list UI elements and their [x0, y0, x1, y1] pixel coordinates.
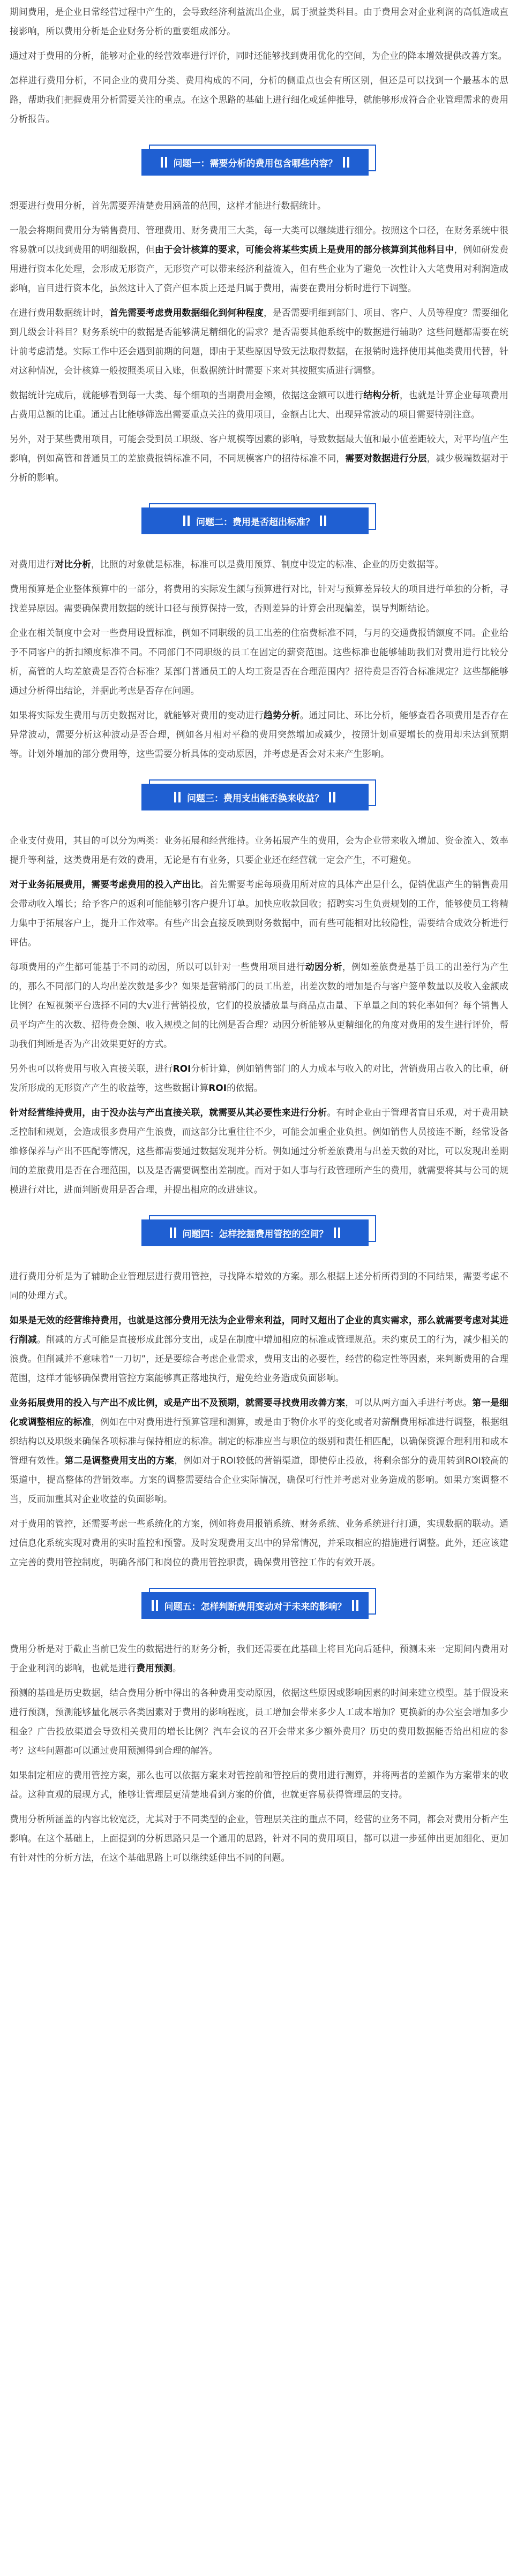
bar-decoration-icon — [356, 1600, 358, 1611]
text-run: ，例如研发费用进行资本化处理，会形成无形资产，无形资产可以带来经济利益流入，但有些企业为了避免一次性计入大笔费用对利润造成影响，盲目进行资本化，虽然这计入了资产但本质上还是归属于费用，需要在费用分析时进行下调整。 — [10, 244, 508, 293]
s3-paragraph-2 — [10, 875, 508, 952]
bold-text-run: 对于业务拓展费用， — [10, 879, 92, 890]
section-heading-2 — [10, 507, 508, 536]
bold-text-run: 动因分析 — [305, 961, 342, 972]
s5-paragraph-4: 费用分析所涵盖的内容比较宽泛，尤其对于不同类型的企业，管理层关注的重点不同，经营的业务不同，都会对费用分析产生影响。在这个基础上，上面提到的分析思路只是一个通用的思路，针对不同的费用项目，都可以进一步延伸出更加细化、更加有针对性的分析方法，在这个基础思路上可以继续延伸出不同的问题。 — [10, 1814, 508, 1863]
text-run: 分析计算，例如销售部门的人力成本与收入的对比，营销费用占收入的比重，研发所形成的无形资产产生的收益等，这些数据计算 — [10, 1063, 508, 1093]
bold-text-run: 费用预测 — [136, 1663, 173, 1673]
s2-paragraph-1 — [10, 555, 508, 574]
s3-paragraph-4 — [10, 1059, 508, 1097]
s4-paragraph-4: 对于费用的管控，还需要考虑一些系统化的方案，例如将费用报销系统、财务系统、业务系统进行打通，实现数据的联动。通过信息化系统实现对费用的实时监控和预警。及时发现费用支出中的异常情况，并采取相应的措施进行调整。此外，还应该建立完善的费用管控制度，明确各部门和岗位的费用管控职责，确保费用管控工作的有效开展。 — [10, 1518, 508, 1567]
heading-text: 问题四：怎样挖掘费用管控的空间？ — [182, 1229, 328, 1240]
s4-paragraph-3 — [10, 1393, 508, 1509]
s2-paragraph-3: 企业在相关制度中会对一些费用设置标准，例如不同职级的员工出差的住宿费标准不同，与月的交通费报销额度不同。企业给予不同客户的折扣额度标准不同。不同部门不同职级的员工在固定的薪资范围。这些标准也能够辅助我们对费用进行比较分析，高管的人均差旅费是否符合标准？某部门普通员工的人均工资是否在合理范围内？招待费是否符合标准规定？这些都能够通过分析得出结论，并据此考虑是否存在问题。 — [10, 627, 508, 696]
bold-text-run: 对比分析 — [55, 559, 91, 570]
heading-text: 问题二：费用是否超出标准？ — [196, 517, 314, 528]
s1-paragraph-3 — [10, 303, 508, 380]
s3-paragraph-1: 企业支付费用，其目的可以分为两类：业务拓展和经营维持。业务拓展产生的费用，会为企业带来收入增加、资金流入、效率提升等利益，这类费用是有效的费用，无论是有有业务，只要企业还在经营就一定会产生，不可避免。 — [10, 835, 508, 865]
bar-decoration-icon — [334, 1228, 336, 1238]
bar-decoration-icon — [343, 157, 345, 168]
text-run: 如果将实际发生费用与历史数据对比，就能够对费用的变动进行 — [10, 710, 264, 721]
bold-text-run: 针对经营维持费用， — [10, 1107, 92, 1118]
section-heading-4 — [10, 1219, 508, 1248]
text-run: 。 — [172, 1663, 182, 1673]
banner-fill — [141, 1592, 369, 1619]
banner-fill — [141, 149, 369, 176]
text-run: 。削减的方式可能是直接形成此部分支出，或是在制度中增加相应的标准或管理规范。未约束员工的行为，减少相关的浪费。但削减并不意味着“一刀切”，还是要综合考虑企业需求，费用支出的必要性，经营的稳定性等因素，来判断费用的合理范围，这样才能够确保费用管控方案能够真正落地执行，避免给业务造成负面影响。 — [10, 1334, 508, 1383]
heading-banner — [141, 784, 377, 813]
s2-paragraph-2: 费用预算是企业整体预算中的一部分，将费用的实际发生额与预算进行对比，针对与预算差异较大的项目进行单独的分析，寻找差异原因。需要确保费用数据的统计口径与预算保持一致，否则差异的计算会出现偏差，误导判断结论。 — [10, 584, 508, 613]
banner-fill — [141, 507, 369, 534]
text-run: 一般会将期间费用分为销售费用、管理费用、财务费用三大类，每一大类可以继续进行细分。按照这个口径，在财务系统中很容易就可以找到费用的明细数据，但 — [10, 225, 508, 255]
intro-paragraph-1: 期间费用，是企业日常经营过程中产生的，会导致经济利益流出企业，属于损益类科目。由于费用会对企业利润的高低造成直接影响，所以费用分析是企业财务分析的重要组成部分。 — [10, 6, 508, 36]
s4-paragraph-2 — [10, 1310, 508, 1388]
bar-decoration-icon — [188, 516, 190, 526]
bold-text-run: 由于没办法与产出直接关联，就需要从其必要性来进行分析 — [91, 1107, 327, 1118]
text-run: 另外，对于某些费用项目，可能会受到员工职级、客户规模等因素的影响，导致数据最大值和最小值差距较大，对平均值产生影响，例如高管和普通员工的差旅费报销标准不同，不同规模客户的招待标准不同， — [10, 434, 508, 464]
bold-text-run: ROI — [173, 1063, 191, 1074]
bar-decoration-icon — [174, 792, 176, 802]
intro-paragraph-3: 怎样进行费用分析，不同企业的费用分类、费用构成的不同，分析的侧重点也会有所区别，但还是可以找到一个最基本的思路，帮助我们把握费用分析需要关注的重点。在这个思路的基础上进行细化或延伸推导，就能够形成符合企业管理需求的费用分析报告。 — [10, 75, 508, 124]
text-run: 对费用进行 — [10, 559, 55, 570]
bar-decoration-icon — [165, 157, 167, 168]
bold-text-run: 业务拓展费用的投入与产出不成比例，或是产出不及预期，就需要寻找费用改善方案 — [10, 1397, 346, 1408]
text-run: ，减少极端数据对于分析的影响。 — [10, 453, 509, 483]
text-run: 费用分析是对于截止当前已发生的数据进行的财务分析，我们还需要在此基础上将目光向后延伸，预测未来一定期间内费用对于企业利润的影响，也就是进行 — [10, 1643, 508, 1673]
bar-decoration-icon — [152, 1600, 154, 1611]
text-run: 。有时企业由于管理者盲目乐观，对于费用缺乏控制和规划，会造成很多费用产生浪费，而这部分比重往往不少，可能会加重企业负担。例如销售人员接连不断，经常设备维修保养与产出不匹配等情况，这些都需要通过数据发现并分析。例如通过分析差旅费用与出差天数的对比，可以发现出差期间的差旅费用是否在合理范围，以及是否需要调整出差制度。而对于如人事与行政管理所产生的费用，就需要将其与公司的规模进行对比，进而判断费用是否合理，并提出相应的改进建议。 — [10, 1107, 508, 1195]
heading-banner — [141, 1219, 377, 1248]
section-heading-3 — [10, 784, 508, 813]
heading-banner — [141, 149, 377, 178]
s1-paragraph-2 — [10, 221, 508, 298]
intro-paragraph-2: 通过对于费用的分析，能够对企业的经营效率进行评价，同时还能够找到费用优化的空间，为企业的降本增效提供改善方案。 — [10, 50, 507, 61]
heading-banner — [141, 507, 377, 536]
bold-text-run: 需要对数据进行分层 — [345, 453, 427, 464]
bar-decoration-icon — [347, 157, 349, 168]
text-run: 在进行费用数据统计时， — [10, 307, 110, 318]
text-run: 数据统计完成后，就能够看到每一大类、每个细项的当期费用金额，依据这金额可以进行 — [10, 390, 364, 400]
text-run: 另外也可以将费用与收入直接关联，进行 — [10, 1063, 173, 1074]
bar-decoration-icon — [352, 1600, 354, 1611]
text-run: 的依据。 — [227, 1082, 263, 1093]
heading-banner — [141, 1592, 377, 1621]
text-run: 。首先需要考虑每项费用所对应的具体产出是什么，促销优惠产生的销售费用会带动收入增长；给予客户的返利可能能够引客户提升订单。加快应收款回收；招聘实习生负责规划的工作，能够使员工将精力集中于拓展客户上，提升工作效率。有些产出会直接反映到财务数据中，而有些可能相对比较隐性，需要结合成效分析进行评估。 — [10, 879, 509, 948]
bold-text-run: 第一是细化或调整相应的标准 — [10, 1397, 509, 1427]
bar-decoration-icon — [324, 516, 326, 526]
text-run: ，例如差旅费是基于员工的出差行为产生的，那么不同部门的人均出差次数是多少？如果是营销部门的员工出差，出差次数的增加是否与客户签单数量以及收入金额成比例？在短视频平台选择不同的大v进行营销投放，它们的投放播放量与商品点击量、下单量之间的转化率如何？每个销售人员平均产生的次数、招待费金额、收入规模之间的比例是否合理？动因分析能够从更精细化的角度对费用的发生进行评价，帮助我们判断是否为产出效果更好的方式。 — [10, 961, 509, 1049]
s1-paragraph-5 — [10, 429, 508, 487]
bar-decoration-icon — [320, 516, 322, 526]
bar-decoration-icon — [338, 1228, 340, 1238]
text-run: ，也就是计算企业每项费用占费用总额的比重。通过占比能够筛选出需要重点关注的费用项目，金额占比大、出现异常波动的项目需要特别注意。 — [10, 390, 509, 420]
bold-text-run: 第二是调整费用支出的方案 — [64, 1455, 175, 1466]
banner-fill — [141, 1219, 369, 1246]
bold-text-run: ROI — [208, 1082, 227, 1093]
section-heading-5 — [10, 1592, 508, 1621]
bold-text-run: 由于会计核算的要求，可能会将某些实质上是费用的部分核算到其他科目中 — [154, 244, 454, 255]
bar-decoration-icon — [333, 792, 335, 802]
text-run: ，比照的对象就是标准，标准可以是费用预算、制度中设定的标准、企业的历史数据等。 — [91, 559, 444, 570]
text-run: 。通过同比、环比分析，能够查看各项费用是否存在异常波动，需要分析这种波动是否合理，例如各月相对平稳的费用突然增加或减少，按照计划重要增长的费用却未达到预期等。计划外增加的部分费用等，这些需要分析具体的变动原因，并考虑是否会对未来产生影响。 — [10, 710, 508, 759]
bar-decoration-icon — [161, 157, 163, 168]
bold-text-run: 趋势分析 — [263, 710, 300, 721]
banner-fill — [141, 784, 369, 810]
s3-paragraph-3 — [10, 957, 508, 1054]
bar-decoration-icon — [183, 516, 185, 526]
bar-decoration-icon — [174, 1228, 176, 1238]
text-run: 每项费用的产生都可能基于不同的动因，所以可以针对一些费用项目进行 — [10, 961, 305, 972]
s1-paragraph-1: 想要进行费用分析，首先需要弄清楚费用涵盖的范围，这样才能进行数据统计。 — [10, 200, 326, 211]
s5-paragraph-1 — [10, 1639, 508, 1678]
s1-paragraph-4 — [10, 385, 508, 424]
bar-decoration-icon — [178, 792, 181, 802]
heading-text: 问题一：需要分析的费用包含哪些内容？ — [173, 158, 338, 169]
bar-decoration-icon — [156, 1600, 158, 1611]
s5-paragraph-3: 如果制定相应的费用管控方案，那么也可以依据方案来对管控前和管控后的费用进行测算，并将两者的差额作为方案带来的收益。这种直观的展现方式，能够让管理层更清楚地看到方案的价值，也就更容易获得管理层的支持。 — [10, 1770, 508, 1800]
section-heading-1 — [10, 149, 508, 178]
s3-paragraph-5 — [10, 1103, 508, 1199]
text-run: ，例如对于ROI较低的营销渠道，即使停止投放，将剩余部分的费用转到ROI较高的渠道中，提高整体的营销效率。方案的调整需要结合企业实际情况，确保可行性并考虑对业务造成的影响。如果方案调整不当，反而加重其对企业收益的负面影响。 — [10, 1455, 508, 1504]
s4-paragraph-1: 进行费用分析是为了辅助企业管理层进行费用管控，寻找降本增效的方案。那么根据上述分析所得到的不同结果，需要考虑不同的处理方式。 — [10, 1271, 508, 1301]
bold-text-run: 需要考虑费用的投入产出比 — [91, 879, 200, 890]
bold-text-run: 首先需要考虑费用数据细化到何种程度 — [109, 307, 264, 318]
text-run: ，是否需要明细到部门、项目、客户、人员等程度？需要细化到几级会计科目？财务系统中的数据是否能够满足精细化的需求？是否需要其他系统中的数据进行辅助？这些问题都需要在统计前考虑清楚。实际工作中还会遇到前期的问题，即由于某些原因导致无法取得数据，在报销时选择使用其他类费用代替，针对这种情况，会计核算一般按照类项目入账，但数据统计时需要下来对其按照实质进行调整。 — [10, 307, 509, 376]
bar-decoration-icon — [329, 792, 331, 802]
s5-paragraph-2: 预测的基础是历史数据，结合费用分析中得出的各种费用变动原因，依据这些原因或影响因素的时间来建立模型。基于假设来进行预测，预测能够量化展示各类因素对于费用的影响程度，员工增加会带来多少人工成本增加？更换新的办公室会增加多少租金？广告投放渠道会导致相关费用的增长比例？汽车会议的召开会带来多少额外费用？历史的费用数据能否给出相应的参考？这些问题都可以通过费用预测得到合理的解答。 — [10, 1687, 508, 1756]
text-run: ，例如在中对费用进行预算管理和测算，或是由于物价水平的变化或者对薪酬费用标准进行调整，根据组织结构以及职级来确保各项标准与保持相应的标准。制定的标准应当与职位的级别和责任相匹配，以确保资源合理利用和成本管理有效性。 — [10, 1416, 508, 1466]
s2-paragraph-4 — [10, 706, 508, 763]
heading-text: 问题三：费用支出能否换来收益？ — [187, 793, 324, 804]
heading-text: 问题五：怎样判断费用变动对于未来的影响？ — [164, 1601, 347, 1612]
bold-text-run: 如果是无效的经营维持费用，也就是这部分费用无法为企业带来利益，同时又超出了企业的真实需求，那么就需要考虑对其进行削减 — [10, 1315, 508, 1345]
bold-text-run: 结构分析 — [363, 390, 400, 400]
bar-decoration-icon — [170, 1228, 172, 1238]
text-run: ，可以从两方面入手进行考虑。 — [345, 1397, 473, 1408]
